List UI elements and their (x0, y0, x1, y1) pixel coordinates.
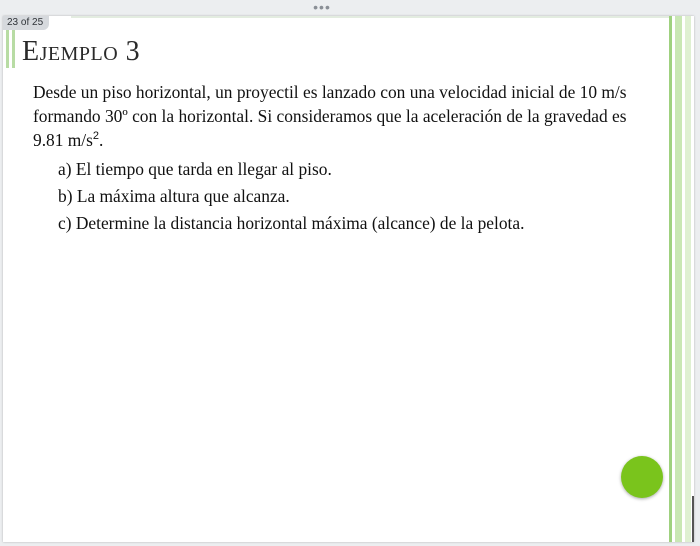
list-item: a) El tiempo que tarda en llegar al piso. (58, 159, 332, 179)
top-rule (71, 16, 671, 18)
problem-text: Desde un piso horizontal, un proyectil es lanzado con una velocidad inicial de 10 m/s formando 30º con la horizontal. Si consideramos que la aceleración de la gravedad es 9.81 m/s (33, 82, 627, 150)
slide-title: Ejemplo 3 (22, 36, 141, 67)
floating-action-button[interactable] (621, 456, 663, 498)
question-list (33, 156, 653, 237)
list-item: c) Determine la distancia horizontal máxima (alcance) de la pelota. (58, 213, 525, 233)
problem-statement (33, 80, 653, 152)
page-indicator: 23 of 25 (3, 16, 49, 30)
stripe (669, 16, 672, 542)
problem-text-end: . (99, 130, 104, 150)
scrollbar-edge[interactable] (692, 496, 694, 542)
exponent: 2 (92, 130, 100, 142)
list-item: b) La máxima altura que alcanza. (58, 186, 290, 206)
stripe (685, 16, 691, 542)
more-options-icon[interactable]: ••• (313, 0, 331, 15)
right-decoration-stripes (667, 16, 694, 542)
slide-body (33, 80, 653, 237)
left-decoration (6, 28, 16, 68)
stripe (675, 16, 682, 542)
slide-page (3, 16, 694, 542)
